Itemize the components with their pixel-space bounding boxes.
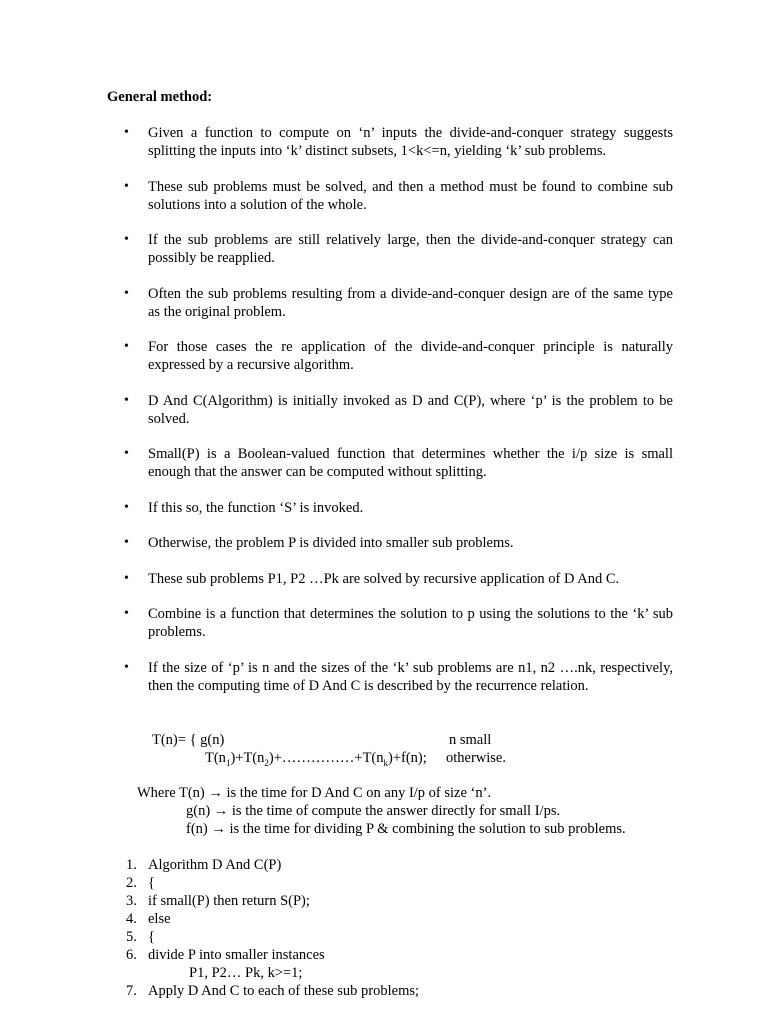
line-number: 1. [126,857,137,873]
line-number: 4. [126,911,137,927]
bullet-icon: • [124,446,129,461]
line-number: 6. [126,947,137,963]
bullet-text: For those cases the re application of the divide-and-conquer principle is naturally expressed by a recursive algorithm. [148,339,673,373]
list-item [0,392,673,428]
bullet-icon: • [124,499,129,515]
bullet-icon: • [124,659,129,675]
algorithm-line [0,892,768,910]
definition-gn: g(n) → is the time of compute the answer directly for small I/ps. [186,803,561,819]
line-text: else [148,911,171,927]
bullet-text: These sub problems must be solved, and then a method must be found to combine sub solutions into a solution of the whole. [148,178,673,213]
line-text: divide P into smaller instances [148,947,325,963]
algorithm-line [0,910,768,928]
list-item [0,659,673,695]
definition-tn: Where T(n) → is the time for D And C on any I/p of size ‘n’. [137,785,492,801]
bullet-icon: • [124,285,129,301]
list-item [0,499,673,517]
recurrence-condition-small: n small [449,732,492,748]
list-item [0,445,673,481]
line-number: 5. [126,929,137,945]
bullet-text: If this so, the function ‘S’ is invoked. [148,499,364,516]
algorithm-line [0,982,768,1000]
bullet-icon: • [124,339,129,354]
bullet-icon: • [124,178,129,194]
line-text: P1, P2… Pk, k>=1; [189,965,303,981]
line-text: if small(P) then return S(P); [148,893,310,909]
list-item [0,285,673,321]
algorithm-line [0,928,768,946]
list-item [0,178,673,214]
line-text: Apply D And C to each of these sub problems; [148,983,420,999]
bullet-text: Otherwise, the problem P is divided into smaller sub problems. [148,535,514,551]
line-text: { [148,875,155,891]
bullet-text: Combine is a function that determines the solution to p using the solutions to the ‘k’ sub problems. [148,606,673,640]
bullet-text: If the size of ‘p’ is n and the sizes of the ‘k’ sub problems are n1, n2 ….nk, respectively, then the computing time of D And C is described by the recurrence relation. [148,659,673,694]
line-number: 7. [126,983,137,999]
algorithm-line [0,856,768,874]
bullet-text: Small(P) is a Boolean-valued function that determines whether the i/p size is small enough that the answer can be computed without splitting. [148,446,673,480]
list-item [0,231,673,267]
bullet-icon: • [124,232,129,247]
line-number: 2. [126,875,137,891]
bullet-text: D And C(Algorithm) is initially invoked as D and C(P), where ‘p’ is the problem to be solved. [148,392,673,427]
definition-fn: f(n) → is the time for dividing P & combining the solution to sub problems. [186,821,626,837]
algorithm-listing [0,856,768,1000]
bullet-text: If the sub problems are still relatively large, then the divide-and-conquer strategy can possibly be reapplied. [148,232,673,266]
line-text: Algorithm D And C(P) [148,857,282,873]
list-item [0,570,673,588]
list-item [0,534,673,552]
bullet-icon: • [124,535,129,550]
bullet-icon: • [124,570,129,586]
list-item [0,338,673,374]
bullet-icon: • [124,606,129,621]
algorithm-line [0,874,768,892]
bullet-list [0,124,768,712]
list-item [0,124,673,160]
bullet-text: Given a function to compute on ‘n’ inputs the divide-and-conquer strategy suggests splitting the inputs into ‘k’ distinct subsets, 1<k<=n, yielding ‘k’ sub problems. [148,125,673,159]
line-text: { [148,929,155,945]
list-item [0,605,673,641]
recurrence-case-general: $T(n_1)+T(n_2)+\dots\dots\dots\dots\dots+T(n_k)+f(n)$; [205,750,427,768]
section-heading: General method: [107,89,213,105]
line-number: 3. [126,893,137,909]
algorithm-line [0,946,768,964]
bullet-text: These sub problems P1, P2 …Pk are solved by recursive application of D And C. [148,570,620,587]
recurrence-condition-otherwise: otherwise. [446,750,506,766]
recurrence-case-small: T(n)= { g(n) [152,732,225,748]
algorithm-line-continuation [0,964,768,982]
bullet-icon: • [124,392,129,408]
bullet-icon: • [124,125,129,140]
bullet-text: Often the sub problems resulting from a divide-and-conquer design are of the same type as the original problem. [148,285,673,320]
